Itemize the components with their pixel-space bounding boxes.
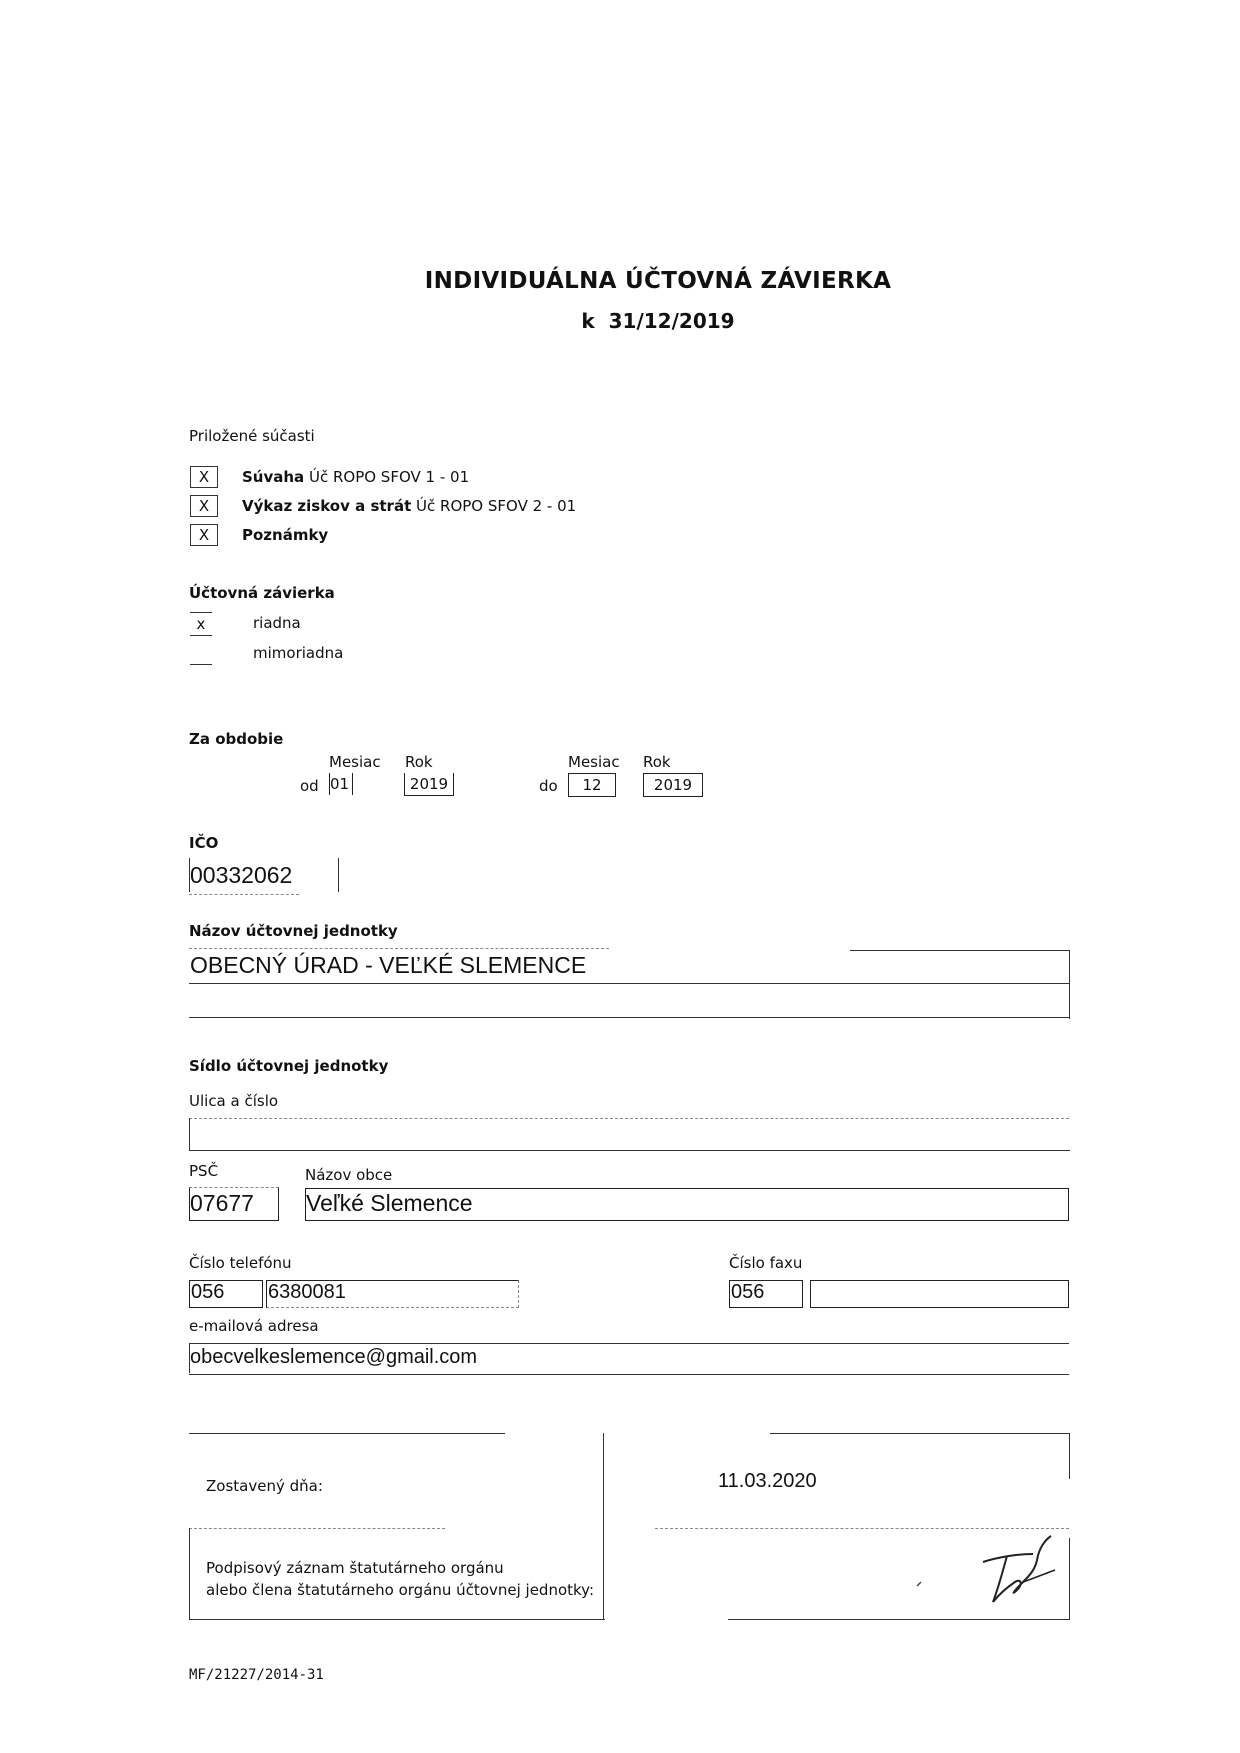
phone-number-field[interactable]: 6380081	[268, 1281, 346, 1303]
form-code: MF/21227/2014-31	[189, 1667, 324, 1683]
sign-row-left-border	[189, 1528, 190, 1620]
unit-name-label: Názov účtovnej jednotky	[189, 922, 398, 940]
unit-name-row2-bottom	[189, 1017, 1070, 1018]
to-year-field[interactable]: 2019	[643, 773, 703, 797]
unit-name-top-line-right	[850, 950, 1069, 951]
unit-name-right-border	[1069, 950, 1070, 984]
to-label: do	[539, 777, 558, 795]
sign-block-right-border	[1069, 1433, 1070, 1479]
attached-item-code: Úč ROPO SFOV 2 - 01	[416, 497, 577, 515]
street-field[interactable]	[192, 1120, 1062, 1148]
checkbox-vykaz[interactable]: X	[190, 495, 218, 517]
attached-item-name: Poznámky	[242, 526, 329, 544]
attached-label: Priložené súčasti	[189, 427, 315, 445]
attached-item-code: Úč ROPO SFOV 1 - 01	[308, 468, 470, 486]
checkbox-suvaha[interactable]: X	[190, 466, 218, 488]
document-date: k 31/12/2019	[581, 309, 735, 333]
from-year-label: Rok	[405, 753, 433, 771]
street-label: Ulica a číslo	[189, 1092, 279, 1110]
checkbox-riadna[interactable]: x	[190, 612, 212, 636]
to-month-label: Mesiac	[568, 753, 620, 771]
ico-field-right-border	[338, 858, 339, 892]
from-label: od	[300, 777, 319, 795]
handwritten-signature	[905, 1530, 1075, 1610]
ico-field-underline	[189, 894, 299, 895]
option-mimoriadna: mimoriadna	[253, 644, 344, 662]
to-year-label: Rok	[643, 753, 671, 771]
sign-block-divider	[603, 1433, 604, 1619]
attached-item-name: Súvaha	[242, 468, 305, 486]
period-label: Za obdobie	[189, 730, 284, 748]
sign-label-line2: alebo člena štatutárneho orgánu účtovnej jednotky:	[206, 1581, 595, 1599]
fax-label: Číslo faxu	[729, 1254, 803, 1272]
seat-label: Sídlo účtovnej jednotky	[189, 1057, 389, 1075]
sign-row-divider-left	[189, 1528, 445, 1529]
document-title: INDIVIDUÁLNA ÚČTOVNÁ ZÁVIERKA	[424, 268, 892, 294]
city-label: Názov obce	[305, 1166, 393, 1184]
option-riadna: riadna	[253, 614, 301, 632]
compiled-label: Zostavený dňa:	[206, 1477, 323, 1495]
fax-prefix-field[interactable]: 056	[731, 1281, 765, 1303]
email-bottom-line	[189, 1374, 1069, 1375]
sign-block-top-right	[770, 1433, 1069, 1434]
street-bottom-line	[189, 1150, 1070, 1151]
unit-name-row2-right-border	[1069, 983, 1070, 1019]
street-left-border	[189, 1118, 190, 1150]
from-month-label: Mesiac	[329, 753, 381, 771]
checkbox-poznamky[interactable]: X	[190, 524, 218, 546]
from-year-field[interactable]: 2019	[404, 773, 454, 796]
attached-item-suvaha	[242, 468, 469, 486]
sign-row-divider-right	[655, 1528, 1069, 1529]
attached-item-vykaz	[242, 497, 576, 515]
to-month-field[interactable]: 12	[568, 773, 616, 797]
phone-label: Číslo telefónu	[189, 1254, 292, 1272]
city-field[interactable]: Veľké Slemence	[306, 1190, 473, 1216]
street-top-line	[189, 1118, 1069, 1119]
sign-row-bottom-right	[728, 1619, 1069, 1620]
unit-name-top-line	[189, 948, 609, 949]
sign-block-top-left	[189, 1433, 505, 1434]
attached-item-poznamky	[242, 526, 328, 544]
closing-label: Účtovná závierka	[189, 584, 335, 602]
unit-name-field[interactable]: OBECNÝ ÚRAD - VEĽKÉ SLEMENCE	[190, 952, 587, 978]
attached-item-name: Výkaz ziskov a strát	[242, 497, 412, 515]
psc-label: PSČ	[189, 1162, 219, 1180]
compiled-date-field[interactable]: 11.03.2020	[718, 1470, 817, 1492]
email-top-line	[189, 1343, 1069, 1344]
email-label: e-mailová adresa	[189, 1317, 319, 1335]
phone-prefix-field[interactable]: 056	[191, 1281, 225, 1303]
ico-field[interactable]: 00332062	[190, 862, 293, 888]
fax-number-field[interactable]	[810, 1280, 1069, 1308]
checkbox-mimoriadna[interactable]	[190, 642, 212, 665]
email-field[interactable]: obecvelkeslemence@gmail.com	[190, 1346, 478, 1368]
psc-field[interactable]: 07677	[190, 1190, 254, 1216]
unit-name-row1-bottom	[189, 983, 1070, 984]
from-month-field[interactable]: 01	[329, 773, 353, 795]
ico-label: IČO	[189, 834, 219, 852]
sign-row-bottom-left	[189, 1619, 605, 1620]
sign-label-line1: Podpisový záznam štatutárneho orgánu	[206, 1559, 504, 1577]
